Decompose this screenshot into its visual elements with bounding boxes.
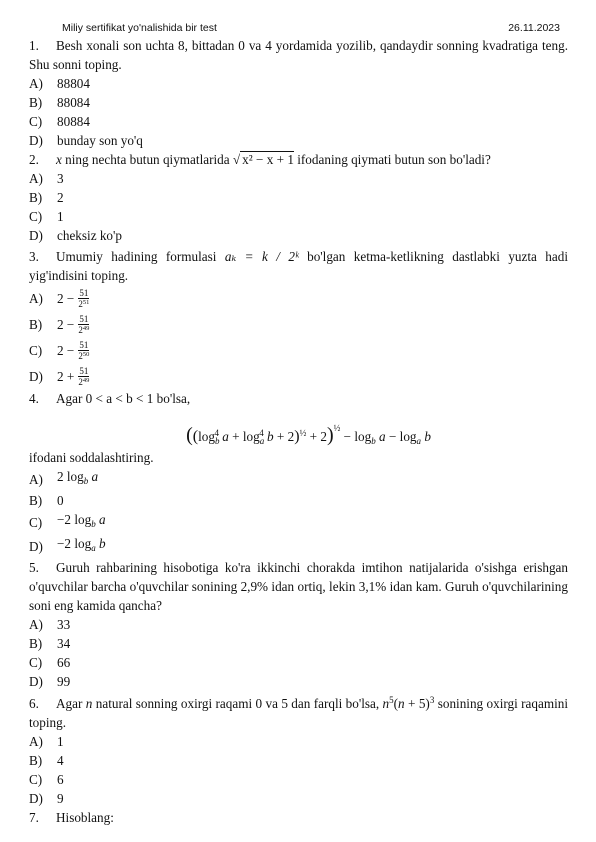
option-1b[interactable]	[29, 93, 568, 112]
pre-text: ning nechta butun qiymatlarida	[65, 152, 230, 167]
fraction-numerator: 51	[79, 313, 89, 324]
option-2a[interactable]	[29, 169, 568, 188]
question-2	[29, 150, 568, 169]
fraction-numerator: 51	[79, 365, 89, 376]
option-text: 1	[57, 209, 64, 224]
fraction	[78, 288, 89, 309]
den-base: 2	[78, 324, 83, 335]
question-condition: Agar 0 < a < b < 1 bo'lsa,	[56, 391, 191, 406]
option-label: A)	[29, 290, 43, 306]
option-1a[interactable]	[29, 74, 568, 93]
option-3d[interactable]	[29, 363, 568, 389]
fraction-denominator	[78, 351, 89, 361]
option-4b[interactable]	[29, 491, 568, 510]
option-text: 80884	[57, 114, 90, 129]
question-7	[29, 808, 568, 827]
option-label: B)	[29, 636, 43, 651]
question-number: 7.	[29, 810, 39, 825]
log-expression: (($\log_b^4$ $a + \log_a^4 b + 2)^{\frac{1}{2}} + 2)^{\frac{1}{2}} - \log_b a - \log_a b$	[186, 423, 431, 446]
fraction-denominator	[78, 377, 89, 387]
option-text: 4	[57, 753, 64, 768]
option-label: B)	[29, 190, 43, 205]
option-3b[interactable]	[29, 311, 568, 337]
den-base: 2	[78, 298, 83, 309]
den-exponent: 51	[82, 298, 90, 306]
option-label: C)	[29, 514, 43, 530]
option-label: A)	[29, 471, 43, 487]
fraction	[78, 314, 89, 335]
option-label: C)	[29, 772, 43, 787]
option-label: D)	[29, 538, 43, 554]
option-label: A)	[29, 617, 43, 632]
test-page	[29, 20, 568, 827]
question-4	[29, 389, 568, 408]
option-text: 9	[57, 791, 64, 806]
fraction	[78, 366, 89, 387]
option-expr: 2 $\log_b a$	[57, 469, 99, 486]
option-text: 88084	[57, 95, 90, 110]
question-number: 6.	[29, 696, 39, 711]
option-text: 1	[57, 734, 64, 749]
option-label: D)	[29, 674, 43, 689]
den-exponent: 49	[82, 376, 90, 384]
page-header	[29, 20, 568, 36]
option-lead: 2 −	[57, 316, 75, 332]
option-text: −2 log	[57, 536, 92, 551]
option-text: 34	[57, 636, 71, 651]
option-4a[interactable]	[29, 467, 568, 491]
option-6b[interactable]	[29, 751, 568, 770]
question-1	[29, 36, 568, 74]
option-text: bunday son yo'q	[57, 133, 143, 148]
question-text-post: ifodaning qiymati butun son bo'ladi?	[297, 152, 491, 167]
option-expr: −2 $\log_b a$	[57, 512, 106, 529]
option-label: C)	[29, 114, 43, 129]
option-text: 2	[57, 190, 64, 205]
question-number: 4.	[29, 391, 39, 406]
option-text: 0	[57, 493, 64, 508]
header-title: Miliy sertifikat yo'nalishida bir test	[62, 22, 217, 34]
option-label: B)	[29, 316, 43, 332]
option-label: A)	[29, 734, 43, 749]
option-label: D)	[29, 791, 43, 806]
question-text: Besh xonali son uchta 8, bittadan 0 va 4 yordamida yozilib, qandaydir sonning kvadratiga teng. Shu sonni toping.	[29, 38, 568, 72]
option-label: B)	[29, 753, 43, 768]
option-label: D)	[29, 228, 43, 243]
option-label: C)	[29, 655, 43, 670]
radicand: x² − x + 1	[242, 152, 294, 167]
option-5c[interactable]	[29, 653, 568, 672]
option-label: C)	[29, 209, 43, 224]
option-lead: 2 −	[57, 290, 75, 306]
option-4d[interactable]	[29, 534, 568, 558]
option-6a[interactable]	[29, 732, 568, 751]
option-text: −2 log	[57, 512, 92, 527]
option-5a[interactable]	[29, 615, 568, 634]
question-text-pre: Umumiy hadining formulasi	[56, 249, 217, 264]
fraction-numerator: 51	[79, 339, 89, 350]
question-text: Hisoblang:	[56, 810, 114, 825]
option-2c[interactable]	[29, 207, 568, 226]
question-tail: ifodani soddalashtiring.	[29, 450, 154, 465]
question-number: 3.	[29, 249, 39, 264]
option-label: C)	[29, 342, 43, 358]
option-5b[interactable]	[29, 634, 568, 653]
option-text: 3	[57, 171, 64, 186]
question-text: Guruh rahbarining hisobotiga ko'ra ikkinchi chorakda imtihon natijalarida o'sishga erishgan o'quvchilar barcha o'quvchilar sonining 2,9% idan ortiq, lekin 3,1% idan kam. Guruh o'quvchilarining soni eng kamida qancha?	[29, 560, 568, 613]
option-4c[interactable]	[29, 510, 568, 534]
den-base: 2	[78, 376, 83, 387]
fraction-denominator	[78, 325, 89, 335]
option-label: B)	[29, 95, 43, 110]
option-lead: 2 +	[57, 368, 75, 384]
option-expr: −2 $\log_a b$	[57, 536, 106, 553]
fraction-numerator: 51	[79, 287, 89, 298]
den-exponent: 49	[82, 324, 90, 332]
question-text-post: sonining oxirgi raqamini toping.	[29, 696, 569, 730]
option-label: B)	[29, 493, 43, 508]
question-number: 5.	[29, 560, 39, 575]
fraction-denominator	[78, 299, 89, 309]
option-text: cheksiz ko'p	[57, 228, 122, 243]
option-text: 6	[57, 772, 64, 787]
question-6: 6. Agar n natural sonning oxirgi raqami 0 va 5 dan farqli bo'lsa, $n^5(n + 5)^3$ sonining oxirgi raqamini toping.	[29, 695, 569, 730]
question-3	[29, 247, 568, 285]
option-label: A)	[29, 76, 43, 91]
option-6c[interactable]	[29, 770, 568, 789]
question-text-pre: Agar	[56, 696, 83, 711]
sqrt-expression: √ x² − x + 1	[232, 152, 294, 167]
question-5	[29, 558, 568, 615]
fraction	[78, 340, 89, 361]
option-1c[interactable]	[29, 112, 568, 131]
option-1d[interactable]	[29, 131, 568, 150]
option-label: D)	[29, 368, 43, 384]
question-text-pre: x ning nechta butun qiymatlarida	[56, 152, 230, 167]
option-6d[interactable]	[29, 789, 568, 808]
option-5d[interactable]	[29, 672, 568, 691]
option-lead: 2 −	[57, 342, 75, 358]
option-label: D)	[29, 133, 43, 148]
option-text: 88804	[57, 76, 90, 91]
question-number: 2.	[29, 152, 39, 167]
option-2b[interactable]	[29, 188, 568, 207]
option-3c[interactable]	[29, 337, 568, 363]
option-text: 66	[57, 655, 71, 670]
option-text: 99	[57, 674, 71, 689]
question-number: 1.	[29, 38, 39, 53]
option-text: 2 log	[57, 469, 84, 484]
option-2d[interactable]	[29, 226, 568, 245]
sequence-formula: aₖ = k / 2ᵏ	[224, 249, 299, 264]
den-base: 2	[78, 350, 83, 361]
option-text: 33	[57, 617, 71, 632]
den-exponent: 50	[82, 350, 90, 358]
option-3a[interactable]	[29, 285, 568, 311]
question-text-post: bo'lgan ketma-ketlikning dastlabki yuzta hadi yig'indisini toping.	[29, 249, 569, 283]
option-label: A)	[29, 171, 43, 186]
question-text-mid: natural sonning oxirgi raqami 0 va 5 dan farqli bo'lsa,	[95, 696, 380, 711]
header-date: 26.11.2023	[508, 22, 560, 34]
